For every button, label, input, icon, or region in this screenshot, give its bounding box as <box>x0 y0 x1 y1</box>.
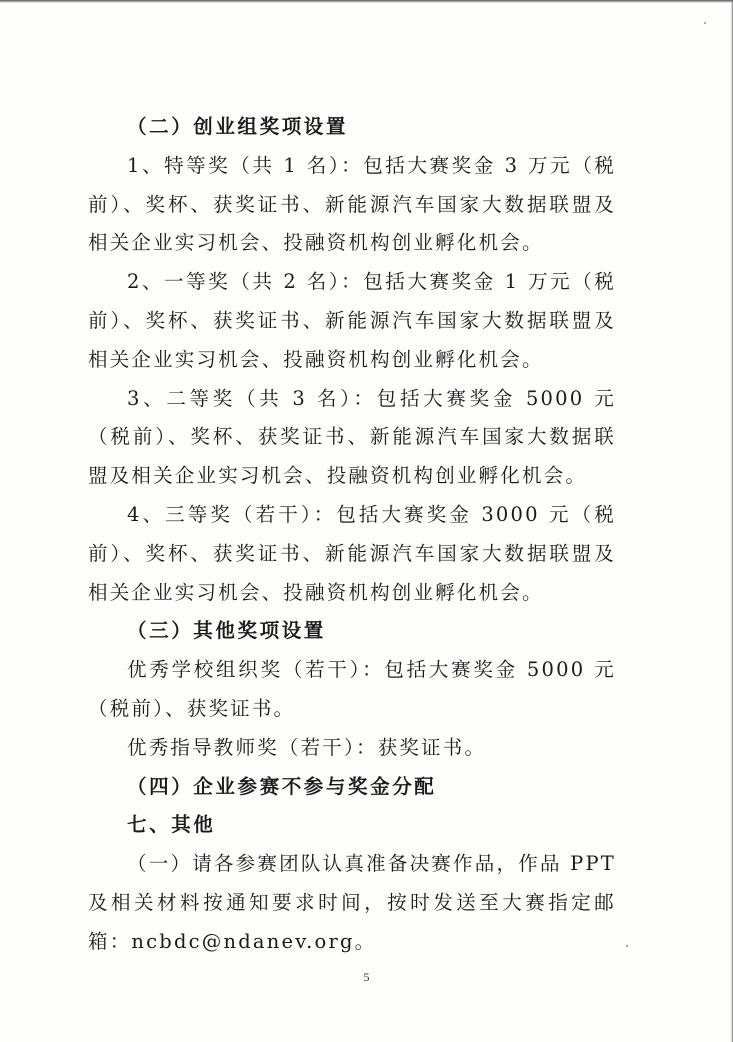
section-heading-enterprise: （四）企业参赛不参与奖金分配 <box>127 774 437 798</box>
paragraph-school-award: 优秀学校组织奖（若干）：包括大赛奖金 5000 元（税前）、获奖证书。 <box>88 658 616 720</box>
paragraph-submission: （一）请各参赛团队认真准备决赛作品，作品 PPT 及相关材料按通知要求时间，按时发送至大赛指定邮箱：ncbdc@ndanev.org。 <box>88 852 616 953</box>
paragraph-first-prize: 2、一等奖（共 2 名）：包括大赛奖金 1 万元（税前）、奖杯、获奖证书、新能源汽车国家大数据联盟及相关企业实习机会、投融资机构创业孵化机会。 <box>88 270 616 371</box>
paragraph-third-prize: 4、三等奖（若干）：包括大赛奖金 3000 元（税前）、奖杯、获奖证书、新能源汽车国家大数据联盟及相关企业实习机会、投融资机构创业孵化机会。 <box>88 502 616 604</box>
scan-speck <box>626 945 628 947</box>
paragraph-second-prize: 3、二等奖（共 3 名）：包括大赛奖金 5000 元（税前）、奖杯、获奖证书、新能源汽车国家大数据联盟及相关企业实习机会、投融资机构创业孵化机会。 <box>88 386 616 488</box>
section-heading-other: 七、其他 <box>127 813 216 837</box>
document-body <box>88 108 616 962</box>
scan-edge-top <box>0 0 733 3</box>
scan-speck <box>704 22 706 24</box>
page-number: 5 <box>363 970 370 984</box>
paragraph-teacher-award: 优秀指导教师奖（若干）：获奖证书。 <box>127 735 487 759</box>
section-heading-award-setup: （二）创业组奖项设置 <box>127 115 349 138</box>
section-heading-other-awards: （三）其他奖项设置 <box>127 619 326 643</box>
paragraph-special-prize: 1、特等奖（共 1 名）：包括大赛奖金 3 万元（税前）、奖杯、获奖证书、新能源汽车国家大数据联盟及相关企业实习机会、投融资机构创业孵化机会。 <box>88 153 616 255</box>
